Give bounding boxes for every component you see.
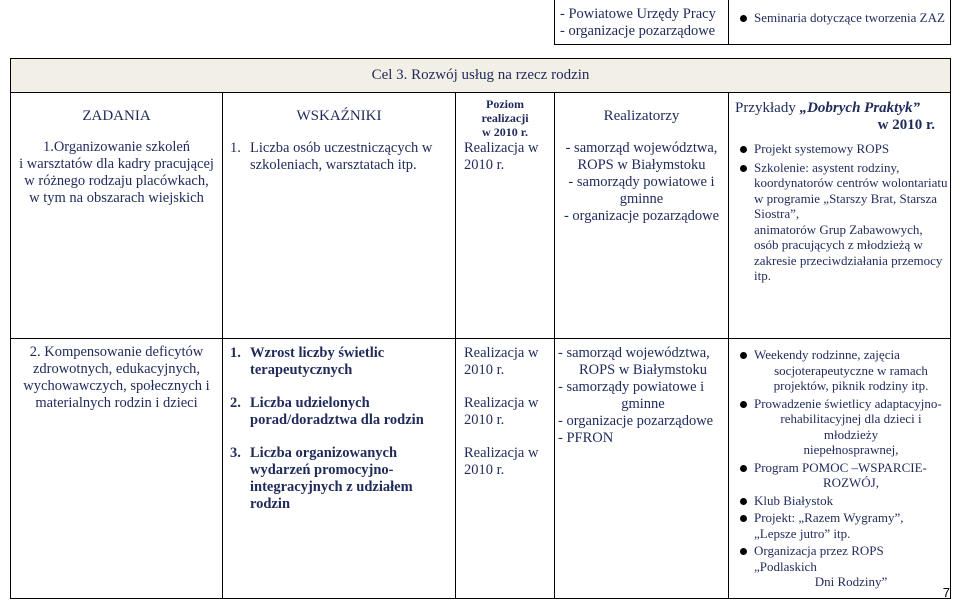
row1-praktyki [738,141,948,284]
text: Seminaria dotyczące tworzenia ZAZ [754,10,945,25]
text-line: Projekt: „Razem Wygramy”, [754,510,904,525]
text-line: i warsztatów dla kadry pracującej [19,156,214,172]
bullet-icon [740,165,747,172]
page-number: 7 [942,585,950,600]
text-line: Siostra”, [754,206,800,221]
text-line: - PFRON [558,430,614,446]
bullet-icon [740,498,747,505]
bullet-icon [740,401,747,408]
text-line: wydarzeń promocyjno- [250,462,394,478]
text-line: Realizacja w [464,140,539,156]
row2-wskazniki [230,345,452,513]
text-line: - samorządy powiatowe i [568,174,715,190]
text-line: „Lepsze jutro” itp. [754,525,851,541]
text-line: Liczba organizowanych [250,445,398,461]
bullet-icon [740,465,747,472]
text-line: animatorów Grup Zabawowych, [754,221,923,237]
wskaznik-item [230,395,452,429]
text-line: w 2010 r. [482,125,528,139]
text-line: zdrowotnych, edukacyjnych, [32,361,201,377]
header-zadania: ZADANIA [82,108,151,124]
text-line: Liczba osób uczestniczących w [250,140,433,156]
text-line: 2. Kompensowanie deficytów [29,344,204,360]
row1-realizatorzy [555,140,728,225]
text-line: - samorząd województwa, [558,345,710,361]
list-item [738,396,948,458]
top-realizatorzy [560,6,725,40]
text-line: Szkolenie: asystent rodziny, [754,159,900,175]
header-realizatorzy: Realizatorzy [603,108,680,124]
text-line: Prowadzenie świetlicy adaptacyjno- [754,395,942,411]
row1-poziom [464,140,554,174]
section-title: Cel 3. Rozwój usług na rzecz rodzin [371,67,590,83]
text-line: - Powiatowe Urzędy Pracy [560,6,716,22]
text: Przykłady [735,100,800,116]
text-line: Realizacja w [464,445,539,461]
text-line: w różnego rodzaju placówkach, [24,173,209,189]
text-line: ROZWÓJ, [823,475,879,490]
wskaznik-item [230,345,452,379]
list-item [738,460,948,491]
list-item [738,10,948,26]
row1-wskaznik [230,140,452,174]
text-line: porad/doradztwa dla rodzin [250,412,424,428]
text-line: terapeutycznych [250,362,353,378]
list-number: 1. [230,140,241,156]
text-line: rodzin [250,496,291,512]
text-line: 2010 r. [464,157,505,173]
header-wskazniki: WSKAŹNIKI [296,108,382,124]
text-line: integracyjnych z udziałem [250,479,413,495]
text-line: zakresie przeciwdziałania przemocy [754,252,943,268]
text-line: w programie „Starszy Brat, Starsza [754,190,938,206]
text-line: itp. [754,268,771,283]
text-line: Wzrost liczby świetlic [250,345,385,361]
text-line: Weekendy rodzinne, zajęcia [754,347,900,362]
text-line: 1.Organizowanie szkoleń [42,139,191,155]
text-line: gminne [621,396,665,412]
text-line: - organizacje pozarządowe [560,23,716,39]
list-item [738,543,948,590]
text: w 2010 r. [877,117,935,133]
text-line: osób pracujących z młodzieżą w [754,237,923,252]
text-line: Realizacja w [464,395,539,411]
text-line: szkoleniach, warsztatach itp. [250,157,417,173]
text-line: gminne [619,191,664,207]
list-item [738,510,948,541]
text-italic: „Dobrych Praktyk” [799,100,920,116]
text-line: ROPS w Białymstoku [577,157,706,173]
text-line: Liczba udzielonych [250,395,370,411]
list-number: 3. [230,445,241,461]
bullet-icon [740,352,747,359]
text-line: 2010 r. [464,362,505,378]
wskaznik-item [230,445,452,513]
row1-zadanie [11,139,222,207]
list-item [738,347,948,394]
text-line: realizacji [481,111,529,125]
text-line: projektów, piknik rodziny itp. [773,378,929,393]
header-poziom [456,97,554,139]
text-line: niepełnosprawnej, [803,442,899,457]
row2-zadanie [11,344,222,412]
text-line: Organizacja przez ROPS „Podlaskich [754,543,884,574]
text-line: Realizacja w [464,345,539,361]
text-line: ROPS w Białymstoku [578,362,708,378]
text-line: - samorząd województwa, [565,140,718,156]
text-line: - organizacje pozarządowe [563,208,720,224]
bullet-icon [740,548,747,555]
text-line: rehabilitacyjnej dla dzieci i młodzieży [780,411,922,442]
row2-poziom [464,345,554,479]
text-line: - samorządy powiatowe i [558,379,705,395]
text-line: w tym na obszarach wiejskich [29,190,204,206]
header-praktyki [735,100,945,134]
text-line: socjoterapeutyczne w ramach [774,362,928,378]
text-line: materialnych rodzin i dzieci [35,395,198,411]
text-line: Poziom [486,97,524,111]
list-item [738,493,948,509]
row2-realizatorzy [558,345,728,447]
text-line: wychowawczych, społecznych i [23,378,210,394]
bullet-icon [740,515,747,522]
text-line: 2010 r. [464,462,505,478]
list-item [738,160,948,284]
text-line: Dni Rodziny” [814,574,888,589]
top-praktyki [738,10,948,26]
list-number: 2. [230,395,241,411]
text-line: 2010 r. [464,412,505,428]
list-item [738,141,948,157]
bullet-icon [740,146,747,153]
list-number: 1. [230,345,241,361]
text: Projekt systemowy ROPS [754,141,890,156]
row2-praktyki [738,347,948,590]
text-line: Klub Białystok [754,492,834,508]
text-line: koordynatorów centrów wolontariatu [754,175,948,190]
text-line: Program POMOC –WSPARCIE- [754,459,927,475]
text-line: - organizacje pozarządowe [558,413,714,429]
bullet-icon [740,15,747,22]
